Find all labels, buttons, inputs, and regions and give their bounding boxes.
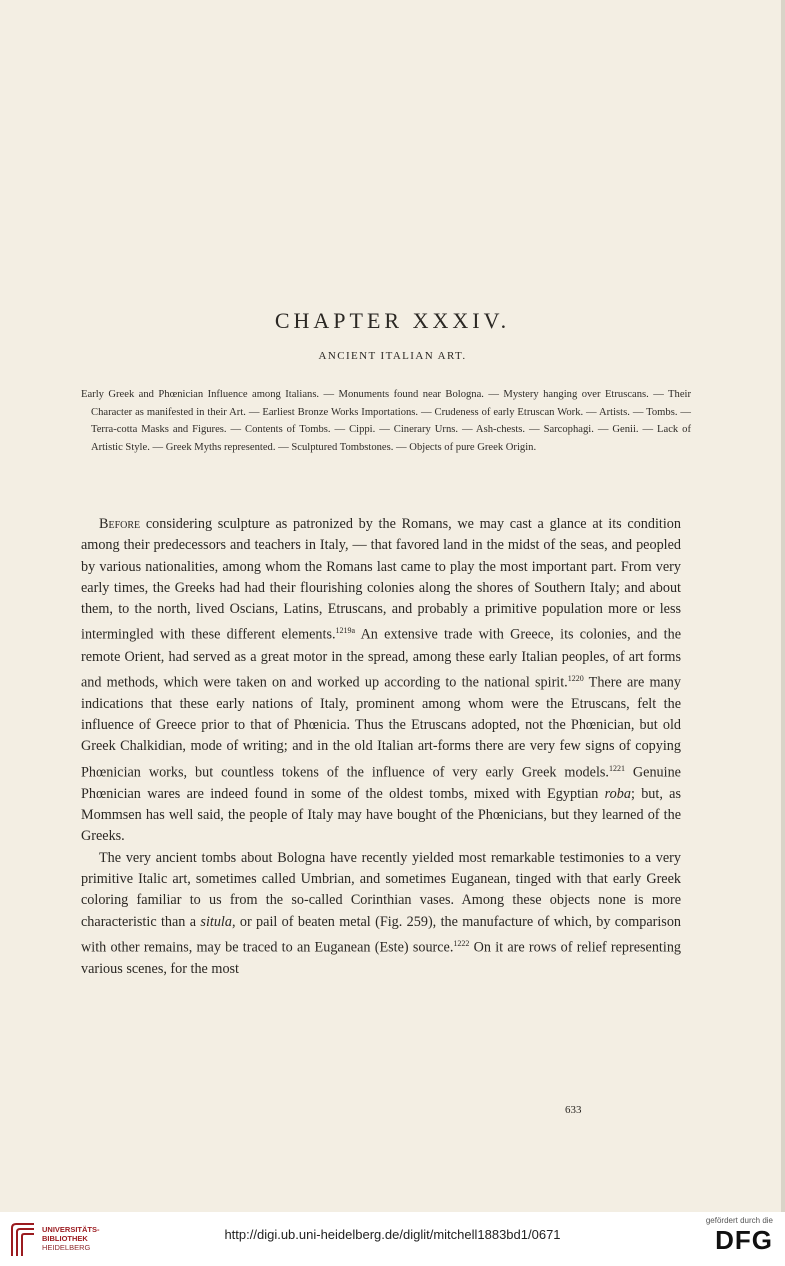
paragraph-2 (81, 848, 681, 981)
library-line-2: BIBLIOTHEK (42, 1234, 88, 1243)
text-run: considering sculpture as patronized by the Romans, we may cast a glance at its condition among their predecessors and teachers in Italy, — that favored land in the midst of the seas, and peopled by various nationalities, among whom the Romans last came to play the most important part. From very early times, the Greeks had had their flourishing colonies along the shores of Southern Italy; and about them, to the north, lived Oscians, Latins, Etruscans, and probably a primitive population more or less intermingled with these different elements. (81, 516, 681, 644)
text-run: On it are rows of relief representing various scenes, for the most (81, 939, 682, 977)
italic-term: roba (604, 785, 631, 802)
footnote-ref[interactable]: 1222 (453, 938, 470, 948)
library-line-1: UNIVERSITÄTS- (42, 1225, 100, 1234)
chapter-summary: Early Greek and Phœnician Influence among Italians. — Monuments found near Bologna. — Mystery hanging over Etruscans. — Their Character as manifested in their Art. — Earliest Bronze Works Importations. — Crudeness of early Etruscan Work. — Artists. — Tombs. — Terra-cotta Masks and Figures. — Contents of Tombs. — Cippi. — Cinerary Urns. — Ash-chests. — Sarcophagi. — Genii. — Lack of Artistic Style. — Greek Myths represented. — Sculptured Tombstones. — Objects of pure Greek Origin. (81, 389, 691, 453)
permalink-url[interactable]: http://digi.ub.uni-heidelberg.de/diglit/mitchell1883bd1/0671 (224, 1227, 561, 1242)
text-run: , or pail of beaten metal (Fig. 259), the manufacture of which, by comparison with other remains, may be traced to an Euganean (Este) source. (81, 913, 682, 956)
chapter-subtitle: ANCIENT ITALIAN ART. (318, 350, 467, 362)
dfg-logo-block[interactable] (683, 1216, 773, 1253)
dfg-logo: DFG (715, 1225, 773, 1255)
page-number: 633 (565, 1104, 582, 1116)
text-run: ; but, as Mommsen has well said, the people of Italy may have bought of the Phœnicians, but they learned of the Greeks. (81, 785, 682, 845)
italic-term: situla (200, 913, 232, 930)
paragraph-1 (81, 514, 681, 848)
text-run: The very ancient tombs about Bologna have recently yielded most remarkable testimonies to a very primitive Italic art, sometimes called Umbrian, and sometimes Euganean, tinged with that early Greek coloring familiar to us from the so-called Corinthian vases. Among these objects none is more characteristic than a (81, 849, 681, 930)
drop-lead-word: Before (99, 516, 141, 532)
text-run: There are many indications that these early nations of Italy, prominent among whom were the Etruscans, felt the influence of Greece prior to that of Phœnicia. Thus the Etruscans adopted, not the Phœnician, but old Greek Chalkidian, mode of writing; and in the old Italian art-forms there are very few signs of copying Phœnician works, but countless tokens of the influence of very early Greek models. (81, 674, 681, 781)
page-edge (781, 0, 785, 1212)
footnote-ref[interactable]: 1221 (608, 763, 625, 773)
footnote-ref[interactable]: 1219a (335, 626, 356, 636)
footer-bar (0, 1212, 785, 1266)
funded-by-caption: gefördert durch die (705, 1216, 773, 1225)
text-run: An extensive trade with Greece, its colonies, and the remote Orient, had served as a great motor in the spread, among these early Italian peoples, of art forms and methods, which were taken on and worked up according to the national spirit. (81, 627, 681, 691)
footnote-ref[interactable]: 1220 (567, 673, 584, 683)
library-line-3: HEIDELBERG (42, 1243, 91, 1252)
text-run: Genuine Phœnician wares are indeed found in some of the oldest tombs, mixed with Egyptian (81, 764, 681, 802)
body-text (81, 514, 681, 980)
chapter-title: CHAPTER XXXIV. (274, 308, 511, 333)
